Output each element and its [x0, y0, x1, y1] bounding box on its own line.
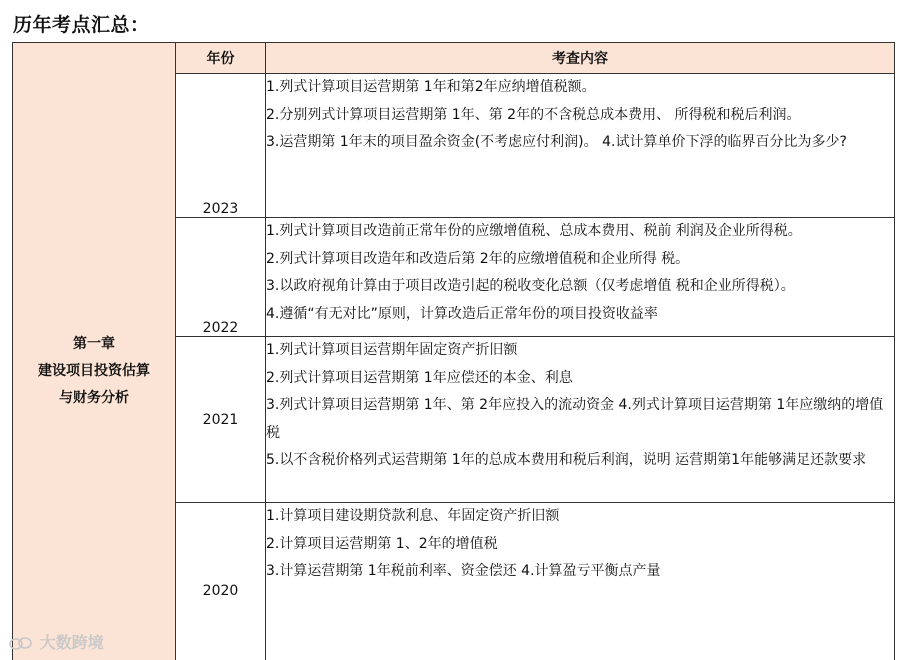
list-item: 2.列式计算项目运营期第 1年应偿还的本金、利息 — [266, 369, 573, 386]
content-cell — [266, 218, 895, 337]
exam-topics-table — [12, 42, 895, 660]
table-header-row — [13, 43, 895, 74]
chapter-cell — [13, 43, 176, 660]
content-column-header: 考查内容 — [266, 43, 895, 74]
list-item: 2.列式计算项目改造年和改造后第 2年的应缴增值税和企业所得 税。 — [266, 250, 690, 267]
list-item: 5.以不含税价格列式运营期第 1年的总成本费用和税后利润，说明 运营期第1年能够满足还款要求 — [266, 452, 867, 468]
year-cell: 2023 — [176, 74, 266, 218]
content-cell — [266, 503, 895, 660]
list-item: 2.计算项目运营期第 1、2年的增值税 — [266, 535, 498, 552]
content-cell — [266, 74, 895, 218]
year-cell: 2021 — [176, 337, 266, 503]
year-column-header: 年份 — [176, 43, 266, 74]
chat-bubble-icon — [8, 636, 34, 652]
chapter-title-line2: 与财务分析 — [59, 389, 129, 406]
year-cell: 2020 — [176, 503, 266, 660]
list-item: 1.计算项目建设期贷款利息、年固定资产折旧额 — [266, 508, 560, 524]
list-item: 2.分别列式计算项目运营期第 1年、第 2年的不含税总成本费用、 所得税和税后利润。 — [266, 106, 801, 123]
chapter-number: 第一章 — [73, 335, 115, 352]
list-item: 3.列式计算项目运营期第 1年、第 2年应投入的流动资金 4.列式计算项目运营期第 1年应缴纳的增值税 — [266, 397, 884, 441]
chapter-title-line1: 建设项目投资估算 — [38, 362, 150, 379]
list-item: 1.列式计算项目改造前正常年份的应缴增值税、总成本费用、税前 利润及企业所得税。 — [266, 223, 802, 239]
list-item: 4.遵循“有无对比”原则，计算改造后正常年份的项目投资收益率 — [266, 305, 658, 322]
list-item: 3.运营期第 1年末的项目盈余资金(不考虑应付利润)。 4.试计算单价下浮的临界百分比为多少? — [266, 134, 847, 150]
watermark-text: 大数跨境 — [39, 633, 104, 652]
list-item: 3.计算运营期第 1年税前利率、资金偿还 4.计算盈亏平衡点产量 — [266, 563, 661, 579]
year-cell: 2022 — [176, 218, 266, 337]
page-title: 历年考点汇总： — [13, 14, 150, 36]
content-cell — [266, 337, 895, 503]
list-item: 3.以政府视角计算由于项目改造引起的税收变化总额（仅考虑增值 税和企业所得税）。 — [266, 278, 795, 294]
list-item: 1.列式计算项目运营期年固定资产折旧额 — [266, 342, 518, 358]
watermark — [8, 630, 104, 653]
list-item: 1.列式计算项目运营期第 1年和第2年应纳增值税额。 — [266, 79, 596, 95]
